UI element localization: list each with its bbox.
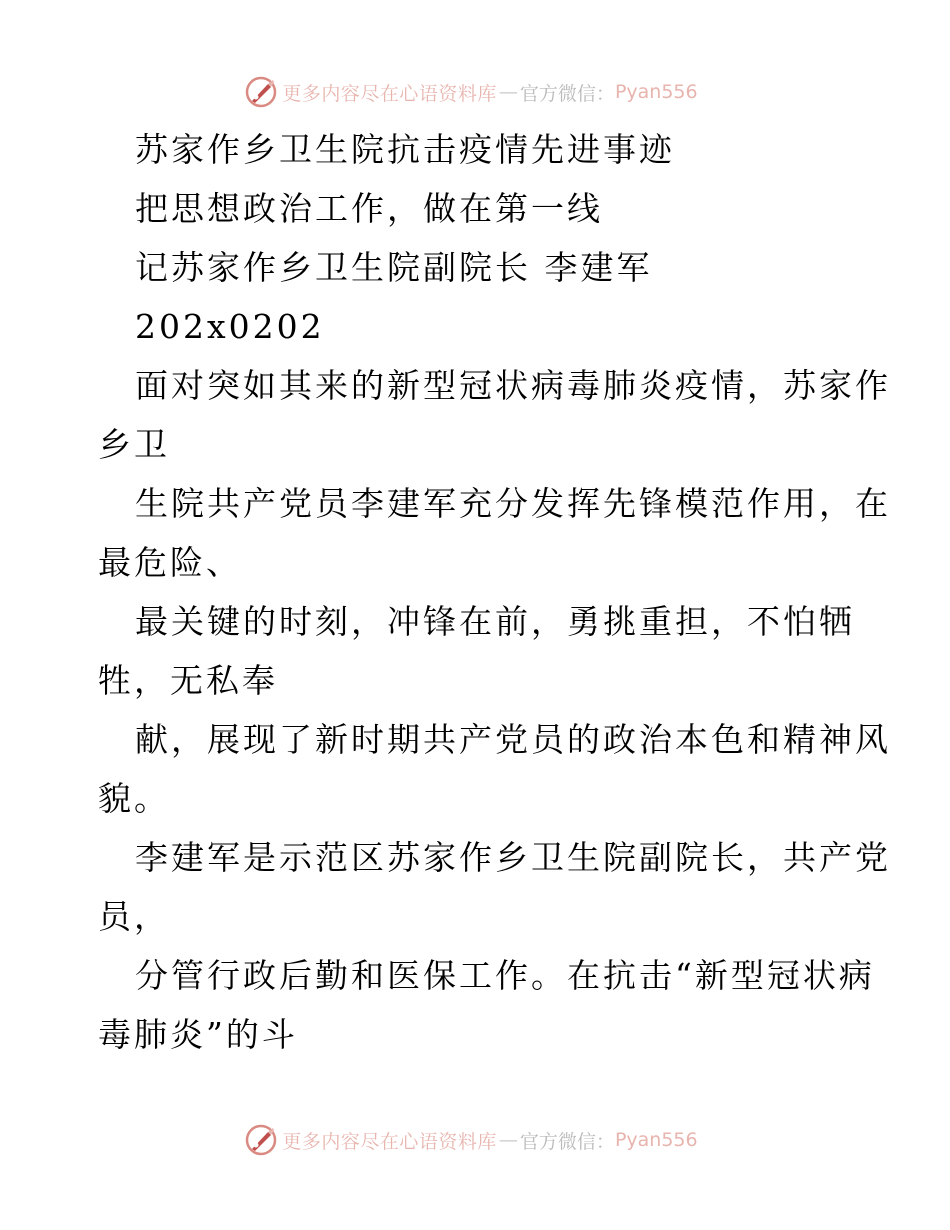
paragraph-line: 最危险、 bbox=[98, 543, 242, 582]
quill-logo-icon bbox=[244, 75, 278, 109]
paragraph-line: 牲，无私奉 bbox=[98, 661, 278, 700]
paragraph-line: 员， bbox=[98, 897, 170, 936]
paragraph-line: 毒肺炎”的斗 bbox=[98, 1015, 298, 1054]
watermark-group bbox=[244, 1123, 697, 1157]
paragraph-line: 貌。 bbox=[98, 779, 170, 818]
watermark-wechat-label: 官方微信： bbox=[519, 1130, 615, 1153]
doc-byline: 记苏家作乡卫生院副院长 李建军 bbox=[135, 248, 653, 287]
watermark-wechat-id: Pyan556 bbox=[614, 81, 698, 103]
watermark-dash: — bbox=[498, 1129, 518, 1151]
paragraph-line: 生院共产党员李建军充分发挥先锋模范作用，在 bbox=[135, 484, 891, 523]
watermark-wechat-label: 官方微信： bbox=[519, 82, 615, 105]
doc-title: 苏家作乡卫生院抗击疫情先进事迹 bbox=[135, 130, 675, 169]
watermark-group bbox=[244, 75, 697, 109]
watermark-wechat-id: Pyan556 bbox=[614, 1129, 698, 1151]
paragraph-line: 献，展现了新时期共产党员的政治本色和精神风 bbox=[135, 720, 891, 759]
paragraph-line: 乡卫 bbox=[98, 425, 170, 464]
footer-watermark bbox=[0, 1120, 950, 1160]
doc-date: 202x0202 bbox=[135, 307, 325, 346]
header-watermark bbox=[0, 72, 950, 112]
doc-subtitle: 把思想政治工作，做在第一线 bbox=[135, 189, 603, 228]
quill-logo-icon bbox=[244, 1123, 278, 1157]
paragraph-line: 面对突如其来的新型冠状病毒肺炎疫情，苏家作 bbox=[135, 366, 891, 405]
paragraph-line: 分管行政后勤和医保工作。在抗击“新型冠状病 bbox=[135, 956, 875, 995]
paragraph-line: 最关键的时刻，冲锋在前，勇挑重担，不怕牺 bbox=[135, 602, 855, 641]
watermark-site-text: 更多内容尽在心语资料库 bbox=[282, 82, 497, 105]
paragraph-line: 李建军是示范区苏家作乡卫生院副院长，共产党 bbox=[135, 838, 891, 877]
document-body bbox=[98, 120, 891, 1064]
watermark-site-text: 更多内容尽在心语资料库 bbox=[282, 1130, 497, 1153]
watermark-dash: — bbox=[498, 81, 518, 103]
